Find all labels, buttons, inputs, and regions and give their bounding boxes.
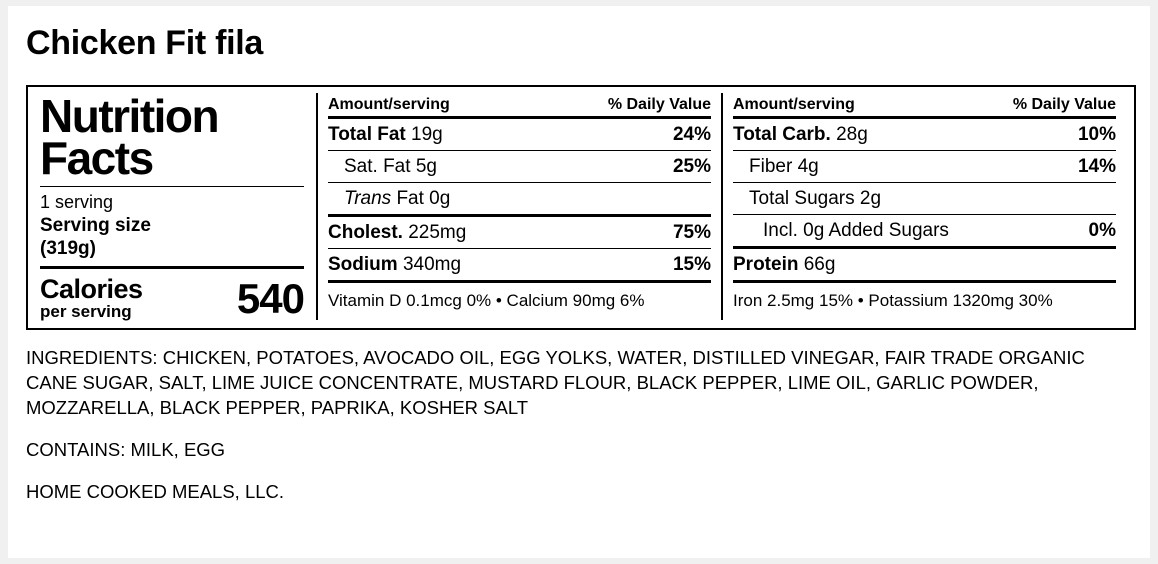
nutrients-column-right [723, 93, 1126, 320]
header-amount-serving: Amount/serving [328, 96, 450, 113]
nutrient-label [328, 222, 466, 244]
nutrient-row-protein [733, 249, 1116, 283]
nutrient-amount: 4g [797, 156, 819, 177]
nutrient-name: Incl. [763, 220, 798, 241]
nutrient-label [733, 254, 835, 276]
nutrient-dv: 75% [672, 222, 711, 243]
nutrient-row-total-sugars [733, 183, 1116, 215]
nutrient-name: Trans [344, 188, 392, 209]
nutrient-name: Total Fat [328, 124, 406, 145]
nutrient-amount: 5g [415, 156, 437, 177]
nutrition-facts-panel [26, 85, 1136, 330]
nutrient-row-total-fat [328, 119, 711, 151]
header-daily-value: % Daily Value [1012, 96, 1116, 113]
contains-statement: CONTAINS: MILK, EGG [26, 439, 226, 461]
nutrient-row-fiber [733, 151, 1116, 183]
serving-size-label: Serving size [40, 214, 151, 236]
nutrient-dv: 24% [672, 124, 711, 145]
nutrient-row-trans-fat [328, 183, 711, 217]
nutrient-row-cholesterol [328, 217, 711, 249]
nutrient-label [328, 254, 461, 276]
nutrient-name: Fiber [749, 156, 793, 177]
nutrient-label [763, 220, 949, 242]
divider-above-calories [40, 266, 304, 269]
header-amount-serving: Amount/serving [733, 96, 855, 113]
nutrients-column-left [318, 93, 723, 320]
calories-value: 540 [236, 275, 304, 323]
nutrient-amount: 340mg [402, 254, 462, 275]
label-page [8, 6, 1150, 558]
nutrient-name: Total Sugars [749, 188, 855, 209]
nutrition-heading-line2: Facts [40, 132, 153, 185]
page-title: Chicken Fit fila [26, 24, 264, 62]
nutrient-label [749, 156, 819, 178]
nutrient-dv: 15% [672, 254, 711, 275]
vitamins-line-right: Iron 2.5mg 15% • Potassium 1320mg 30% [733, 291, 1053, 310]
nutrient-amount: 2g [859, 188, 882, 209]
nutrient-dv: 10% [1077, 124, 1116, 145]
header-daily-value: % Daily Value [607, 96, 711, 113]
ingredients-text: INGREDIENTS: CHICKEN, POTATOES, AVOCADO OIL, EGG YOLKS, WATER, DISTILLED VINEGAR, FAIR TRADE ORGANIC CANE SUGAR, SALT, LIME JUICE CONCENTRATE, MUSTARD FLOUR, BLACK PEPPER, LIME OIL, GARLIC POWDER, MOZZARELLA, BLACK PEPPER, PAPRIKA, KOSHER SALT [26, 347, 1085, 419]
nutrient-name: Protein [733, 254, 799, 275]
nutrient-amount: 19g [411, 124, 443, 145]
nutrient-name: Cholest. [328, 222, 403, 243]
servings-per-container: 1 serving [40, 191, 114, 212]
nutrition-summary-column [36, 90, 318, 323]
nutrient-row-sodium [328, 249, 711, 283]
calories-label-line2: per serving [40, 302, 132, 322]
nutrient-dv: 14% [1077, 156, 1116, 177]
nutrient-name: Total Carb. [733, 124, 831, 145]
divider-under-heading [40, 186, 304, 187]
vitamins-line-left: Vitamin D 0.1mcg 0% • Calcium 90mg 6% [328, 291, 645, 310]
nutrient-amount: 28g [836, 124, 868, 145]
nutrient-amount: 225mg [408, 222, 467, 243]
nutrient-label [344, 156, 437, 178]
nutrient-label [749, 188, 881, 210]
nutrient-dv: 25% [672, 156, 711, 177]
nutrient-label [733, 124, 868, 146]
manufacturer-name: HOME COOKED MEALS, LLC. [26, 481, 285, 503]
column-header-right [733, 93, 1116, 119]
nutrient-amount: 0g Added Sugars [803, 220, 949, 241]
nutrient-label [328, 124, 443, 146]
serving-size-value: (319g) [40, 238, 96, 260]
calories-row [40, 274, 304, 323]
nutrient-name: Sat. Fat [344, 156, 411, 177]
nutrient-amount: Fat 0g [396, 188, 451, 209]
nutrient-name: Sodium [328, 254, 398, 275]
nutrient-row-saturated-fat [328, 151, 711, 183]
nutrient-row-total-carb [733, 119, 1116, 151]
column-header-left [328, 93, 711, 119]
nutrition-facts-heading [40, 90, 308, 185]
nutrient-dv: 0% [1088, 220, 1116, 241]
calories-label-line1: Calories [40, 274, 143, 305]
nutrition-heading-line1: Nutrition [40, 90, 219, 142]
nutrient-label [344, 188, 450, 210]
nutrient-amount: 66g [803, 254, 836, 275]
nutrient-row-added-sugars [733, 215, 1116, 249]
calories-label [40, 276, 143, 320]
